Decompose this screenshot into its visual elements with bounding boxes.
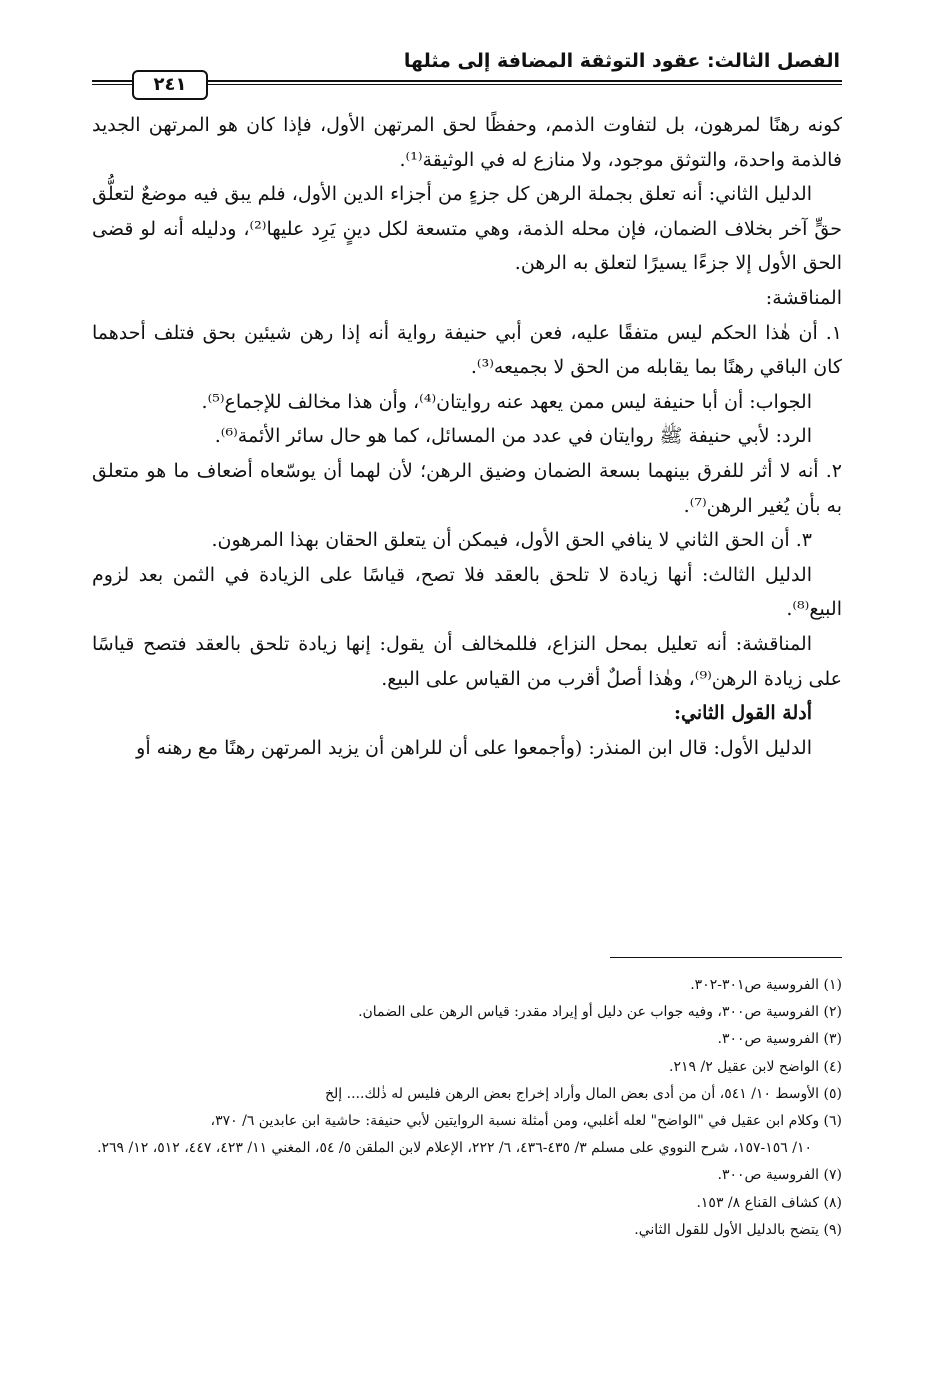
paragraph: المناقشة: [765, 286, 842, 309]
page-number: ٢٤١ [132, 70, 208, 100]
footnote-continuation: ١٠/ ١٥٦-١٥٧، شرح النووي على مسلم ٣/ ٤٣٥-٤٣٦، ٦/ ٢٢٢، الإعلام لابن الملقن ٥/ ٥٤، المغني ١١/ ٤٢٣، ٤٤٧، ٥١٢، ١٢/ ٢٦٩. [97, 1140, 812, 1157]
main-text [92, 108, 842, 765]
document-page [92, 0, 842, 1398]
footnote-separator [610, 957, 842, 958]
footnote: (٧) الفروسية ص٣٠٠. [717, 1167, 842, 1184]
paragraph: الدليل الثاني: أنه تعلق بجملة الرهن كل جزءٍ من أجزاء الدين الأول، فلم يبق فيه موضعٌ لتعلُّق حقٍّ آخر بخلاف الضمان، فإن محله الذمة، وهي متسعة لكل دينٍ يَرِد عليها⁽²⁾، ودليله أنه لو قضى الحق الأول إلا جزءًا يسيرًا لتعلق به الرهن. [92, 183, 842, 275]
footnote: (٣) الفروسية ص٣٠٠. [717, 1031, 842, 1048]
paragraph: الدليل الأول: قال ابن المنذر: (وأجمعوا على أن للراهن أن يزيد المرتهن رهنًا مع رهنه أو [136, 736, 812, 759]
footnote: (١) الفروسية ص٣٠١-٣٠٢. [690, 977, 842, 993]
paragraph: ٢. أنه لا أثر للفرق بينهما بسعة الضمان وضيق الرهن؛ لأن لهما أن يوسّعاه أضعاف ما هو متعلق به بأن يُغير الرهن⁽⁷⁾. [92, 459, 842, 517]
footnote: (٢) الفروسية ص٣٠٠، وفيه جواب عن دليل أو إيراد مقدر: قياس الرهن على الضمان. [358, 1004, 842, 1021]
footnote: (٨) كشاف القناع ٨/ ١٥٣. [696, 1194, 842, 1211]
footnote: (٥) الأوسط ١٠/ ٥٤١، أن من أدى بعض المال وأراد إخراج بعض الرهن فليس له ذٰلك.... إلخ [325, 1085, 842, 1102]
section-heading: أدلة القول الثاني: [674, 702, 812, 725]
paragraph: الرد: لأبي حنيفة ﷺ روايتان في عدد من المسائل، كما هو حال سائر الأئمة⁽⁶⁾. [214, 425, 812, 448]
paragraph: ١. أن هٰذا الحكم ليس متفقًا عليه، فعن أبي حنيفة رواية أنه إذا رهن شيئين بحق فتلف أحدهما كان الباقي رهنًا بما يقابله من الحق لا بجميعه⁽³⁾. [92, 321, 842, 379]
page-header [92, 50, 842, 95]
paragraph: المناقشة: أنه تعليل بمحل النزاع، فللمخالف أن يقول: إنها زيادة تلحق بالعقد فتصح قياسًا على زيادة الرهن⁽⁹⁾، وهٰذا أصلٌ أقرب من القياس على البيع. [92, 632, 842, 690]
chapter-title: الفصل الثالث: عقود التوثقة المضافة إلى مثلها [403, 50, 840, 72]
footnotes [92, 972, 842, 1244]
paragraph: ٣. أن الحق الثاني لا ينافي الحق الأول، فيمكن أن يتعلق الحقان بهذا المرهون. [211, 529, 812, 552]
paragraph: الدليل الثالث: أنها زيادة لا تلحق بالعقد فلا تصح، قياسًا على الزيادة في الثمن بعد لزوم البيع⁽⁸⁾. [92, 563, 842, 621]
paragraph: كونه رهنًا لمرهون، بل لتفاوت الذمم، وحفظًا لحق المرتهن الأول، فإذا كان هو المرتهن الجديد فالذمة واحدة، والتوثق موجود، ولا منازع له في الوثيقة⁽¹⁾. [92, 114, 842, 171]
paragraph: الجواب: أن أبا حنيفة ليس ممن يعهد عنه روايتان⁽⁴⁾، وأن هذا مخالف للإجماع⁽⁵⁾. [201, 390, 812, 413]
footnote: (٦) وكلام ابن عقيل في "الواضح" لعله أغلبي، ومن أمثلة نسبة الروايتين لأبي حنيفة: حاشية ابن عابدين ٦/ ٣٧٠، [210, 1113, 842, 1130]
footnote: (٩) يتضح بالدليل الأول للقول الثاني. [634, 1221, 842, 1238]
footnote: (٤) الواضح لابن عقيل ٢/ ٢١٩. [669, 1058, 842, 1075]
